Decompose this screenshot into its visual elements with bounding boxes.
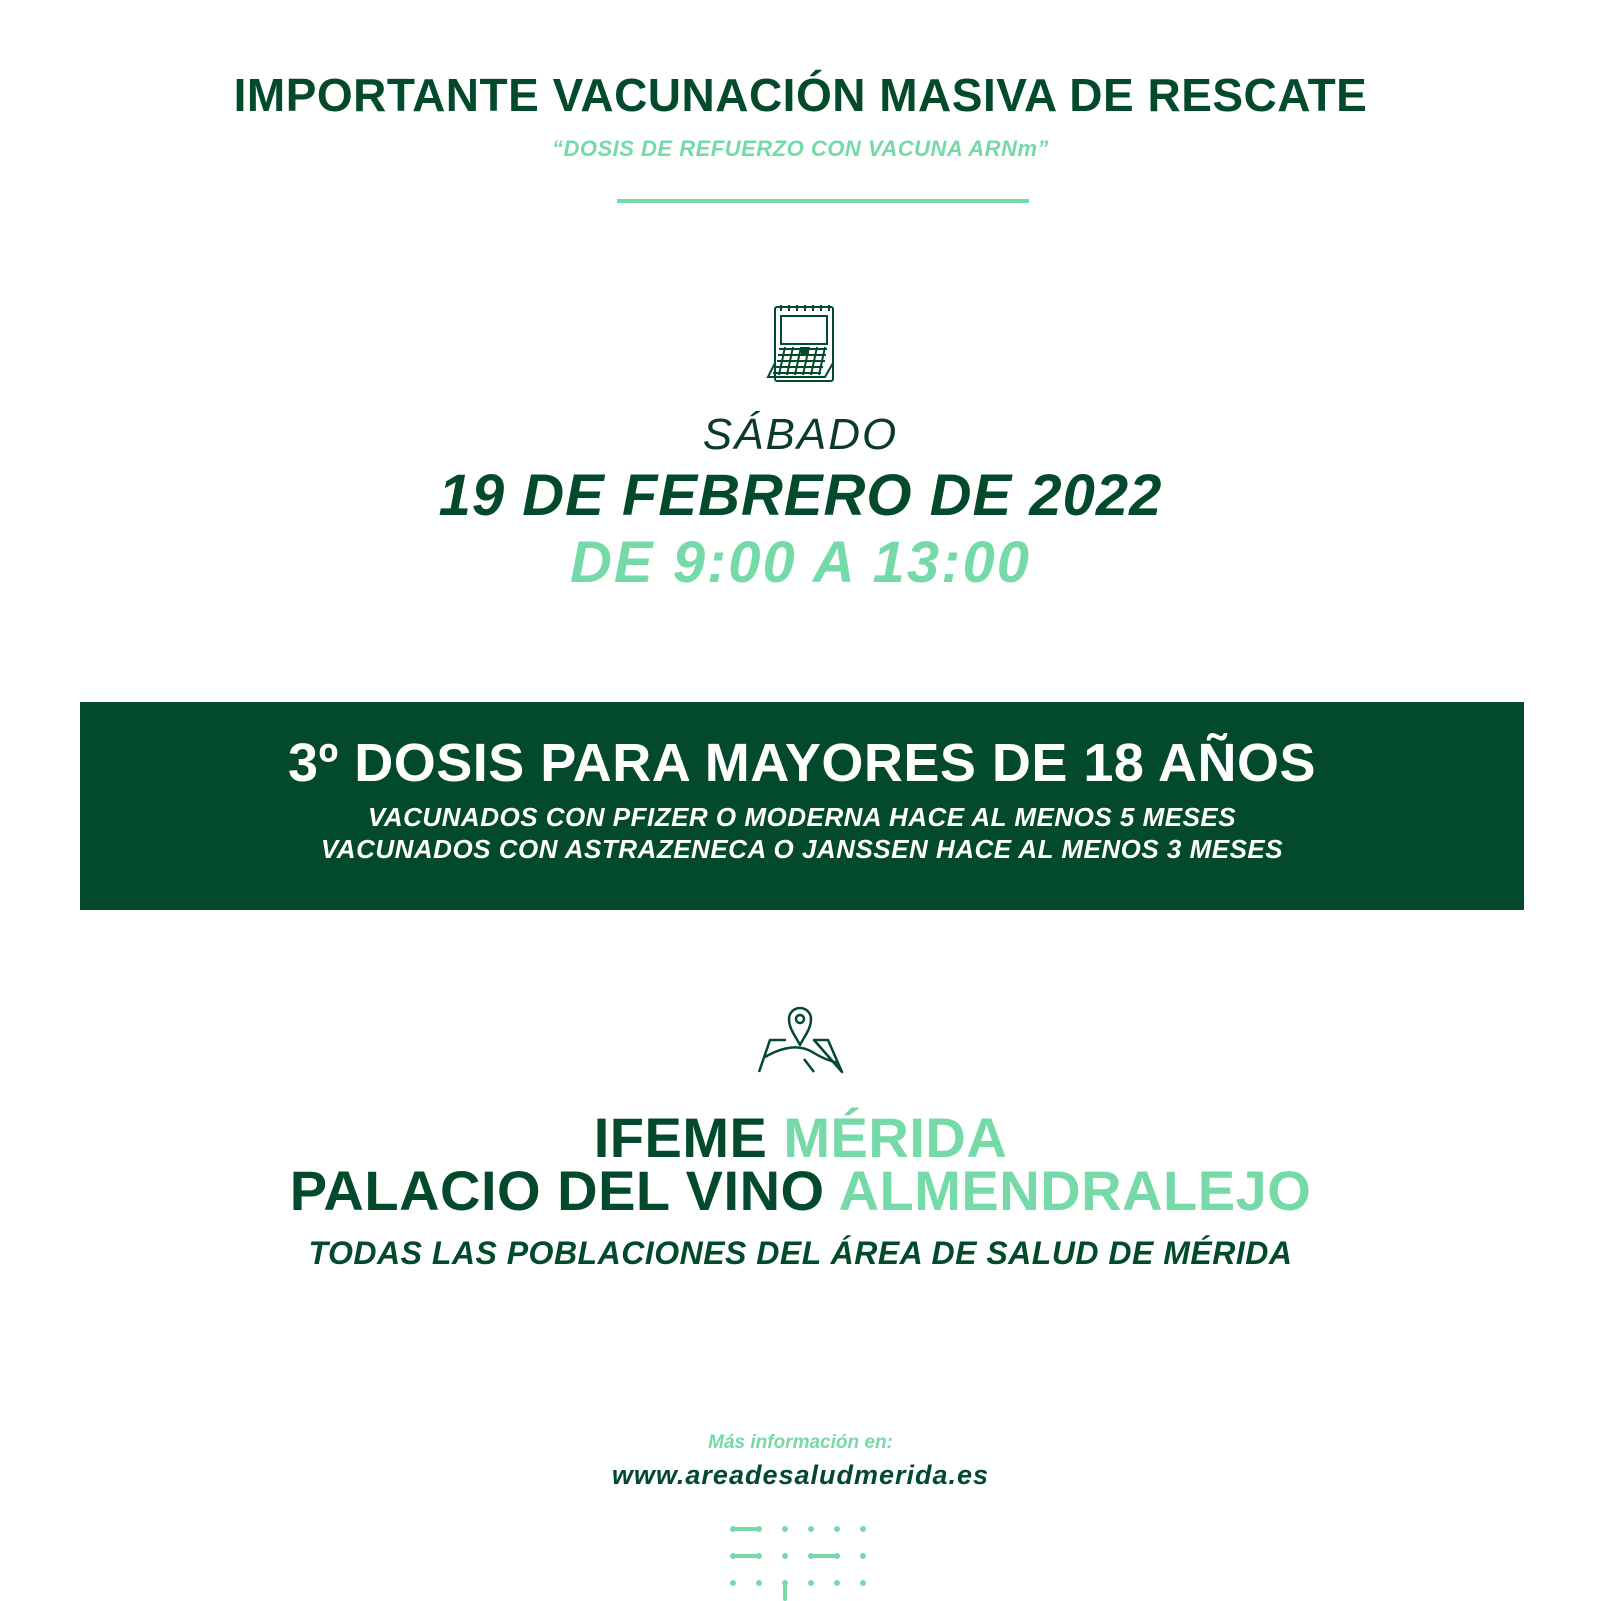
calendar-icon	[765, 303, 837, 386]
eligibility-banner	[80, 702, 1524, 910]
title-divider	[617, 199, 1029, 203]
map-pin-icon	[756, 1001, 844, 1075]
website-link[interactable]: www.areadesaludmerida.es	[611, 1460, 990, 1490]
event-time: DE 9:00 A 13:00	[570, 530, 1031, 595]
banner-line-astrazeneca: VACUNADOS CON ASTRAZENECA O JANSSEN HACE AL MENOS 3 MESES	[320, 834, 1284, 864]
coverage-note: TODAS LAS POBLACIONES DEL ÁREA DE SALUD DE MÉRIDA	[308, 1235, 1293, 1271]
banner-line-pfizer: VACUNADOS CON PFIZER O MODERNA HACE AL MENOS 5 MESES	[367, 802, 1237, 832]
event-day: SÁBADO	[702, 410, 899, 459]
more-info-label: Más información en:	[708, 1432, 893, 1453]
location-ifeme-city: MÉRIDA	[783, 1106, 1008, 1169]
location-ifeme-name: IFEME	[593, 1106, 768, 1169]
location-palacio-city: ALMENDRALEJO	[838, 1159, 1312, 1222]
dotted-logo-icon	[730, 1522, 870, 1601]
event-date: 19 DE FEBRERO DE 2022	[438, 463, 1163, 528]
location-palacio	[0, 1158, 1601, 1223]
page-title: IMPORTANTE VACUNACIÓN MASIVA DE RESCATE	[233, 69, 1368, 121]
banner-title: 3º DOSIS PARA MAYORES DE 18 AÑOS	[288, 733, 1316, 793]
location-palacio-name: PALACIO DEL VINO	[289, 1159, 825, 1222]
page-subtitle: “DOSIS DE REFUERZO CON VACUNA ARNm”	[551, 136, 1050, 161]
